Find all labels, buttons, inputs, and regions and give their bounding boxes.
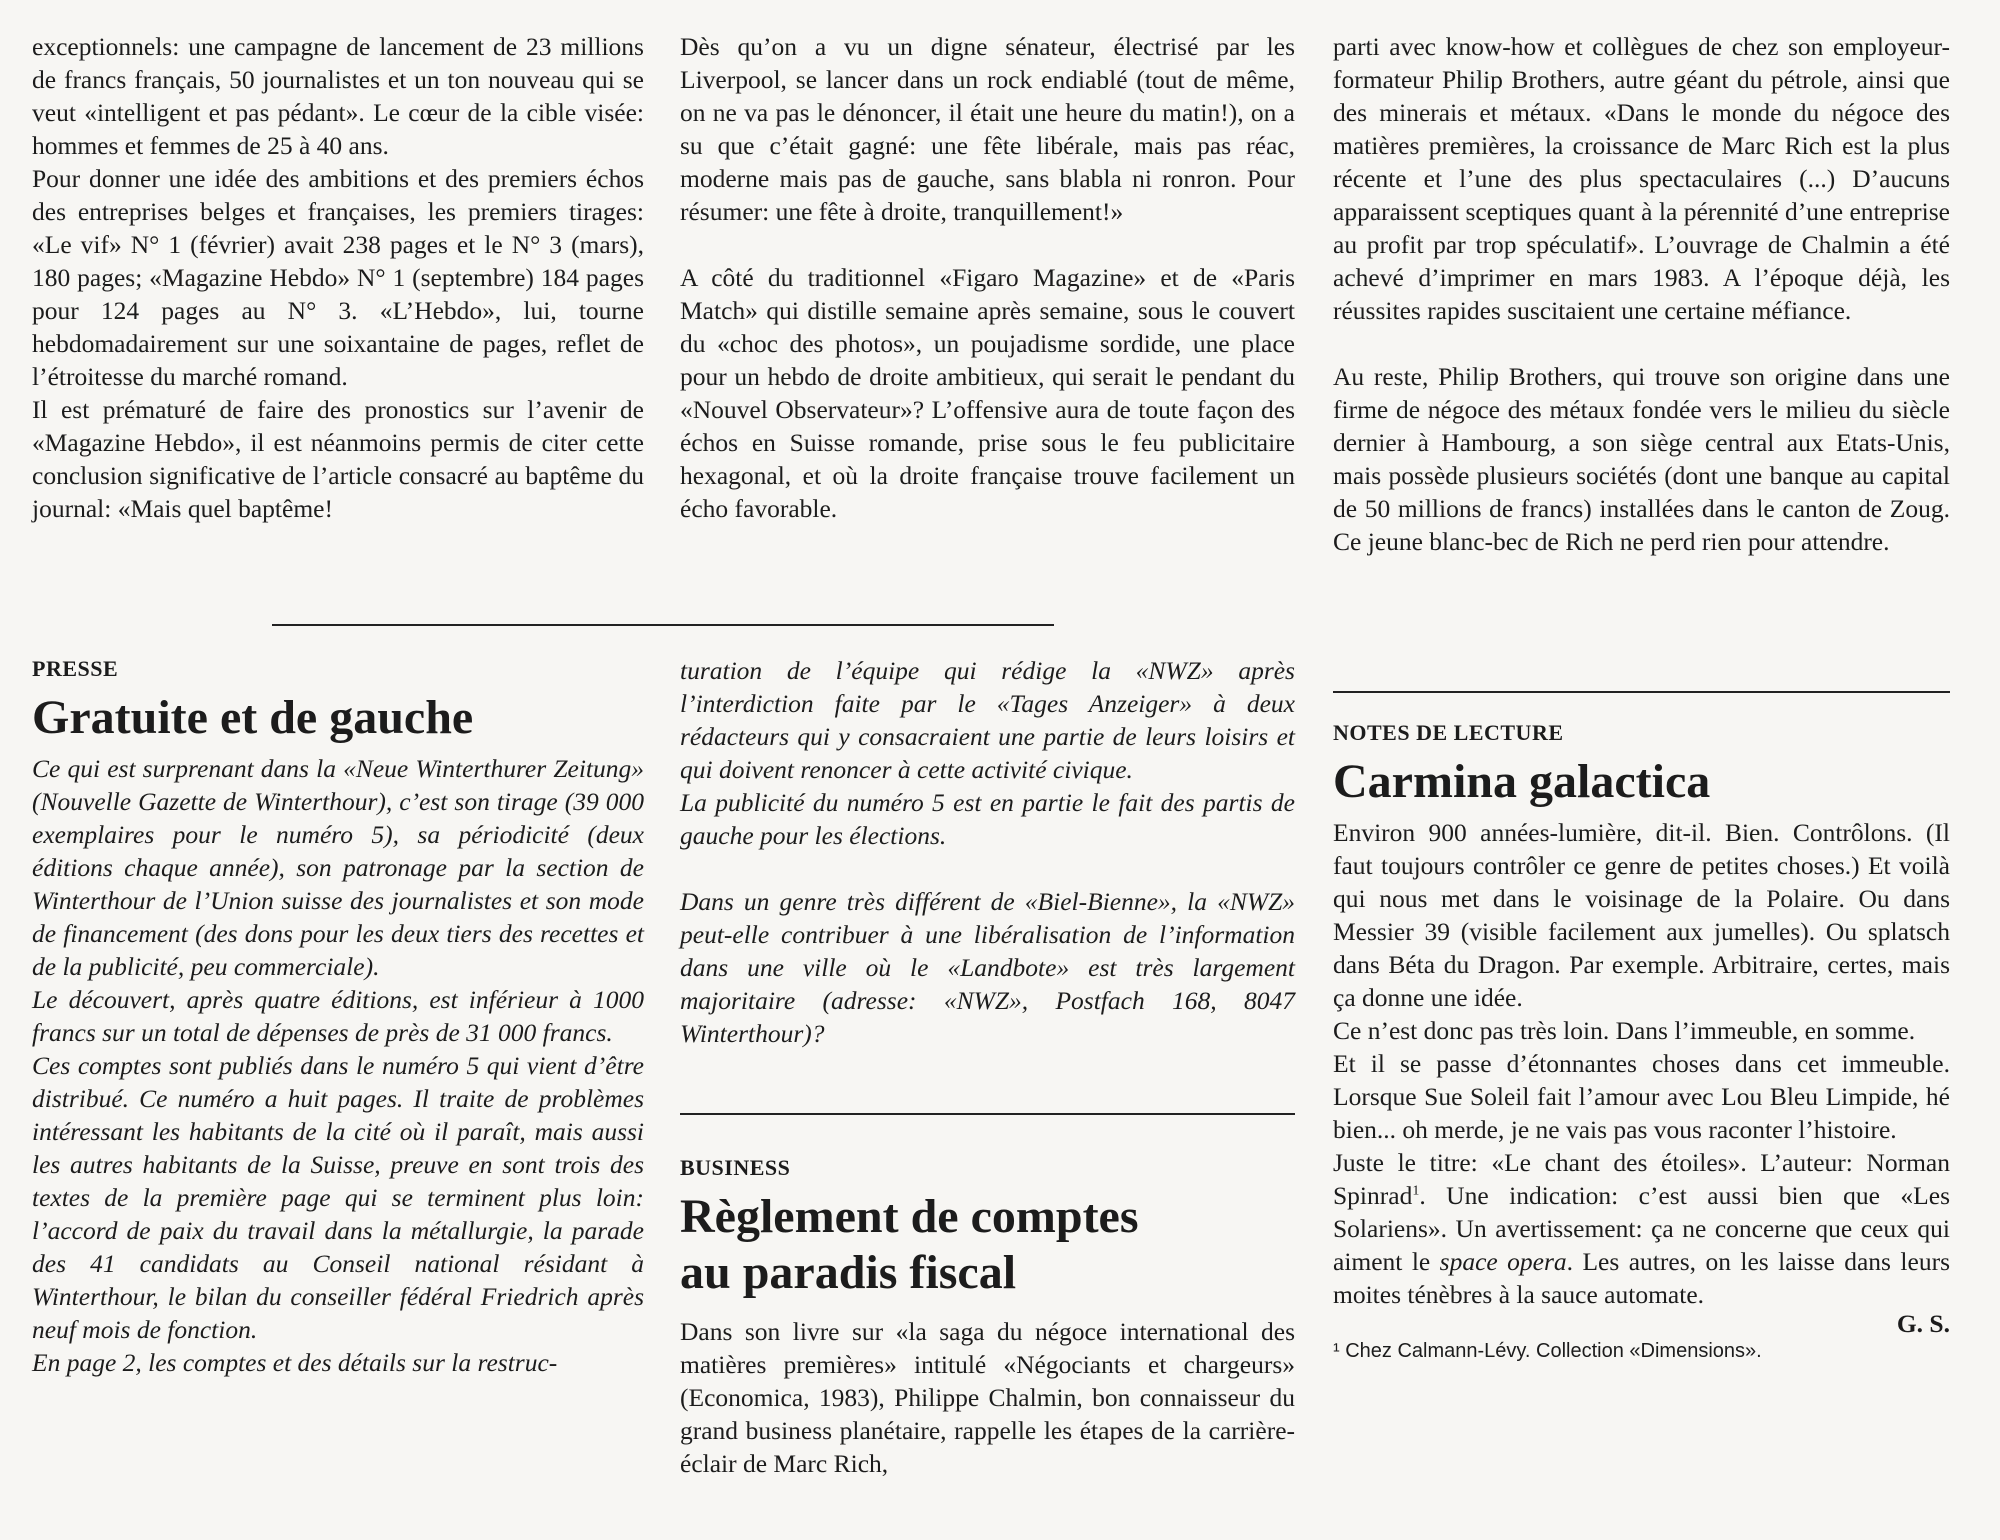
- paragraph: Dès qu’on a vu un digne sénateur, électrisé par les Liverpool, se lancer dans un rock endiablé (tout de même, on ne va pas le dénoncer, il était une heure du matin!), on a su que c’était gagné: une fête libérale, mais pas réac, moderne mais pas de gauche, sans blabla ni ronron. Pour résumer: une fête à droite, tranquillement!»: [680, 32, 1295, 226]
- section-kicker: PRESSE: [32, 656, 119, 681]
- paragraph: Le découvert, après quatre éditions, est inférieur à 1000 francs sur un total de dépenses de près de 31 000 francs.: [32, 985, 644, 1047]
- paragraph: [1333, 1146, 1950, 1311]
- paragraph: A côté du traditionnel «Figaro Magazine» et de «Paris Match» qui distille semaine après semaine, sous le couvert du «choc des photos», un poujadisme sordide, une place pour un hebdo de droite ambitieux, qui serait le pendant du «Nouvel Observateur»? L’offensive aura de toute façon des échos en Suisse romande, prise sous le feu publicitaire hexagonal, et où la droite française trouve facilement un écho favorable.: [680, 263, 1295, 523]
- article-headline: Gratuite et de gauche: [32, 691, 474, 744]
- paragraph: Pour donner une idée des ambitions et des premiers échos des entreprises belges et françaises, les premiers tirages: «Le vif» N° 1 (février) avait 238 pages et le N° 3 (mars), 180 pages; «Magazine Hebdo» N° 1 (septembre) 184 pages pour 124 pages au N° 3. «L’Hebdo», lui, tourne hebdomadairement sur une soixantaine de pages, reflet de l’étroitesse du marché romand.: [32, 164, 644, 391]
- divider-rule: [1333, 691, 1950, 693]
- headline-line: Règlement de comptes: [680, 1190, 1139, 1243]
- column-3-top: [1333, 30, 1950, 558]
- paragraph: En page 2, les comptes et des détails sur la restruc-: [32, 1348, 558, 1377]
- paragraph: Ce n’est donc pas très loin. Dans l’immeuble, en somme.: [1333, 1016, 1916, 1045]
- text-run-italic: space opera: [1439, 1247, 1567, 1276]
- divider-rule: [680, 1113, 1295, 1115]
- paragraph: Environ 900 années-lumière, dit-il. Bien. Contrôlons. (Il faut toujours contrôler ce genre de petites choses.) Et voilà qui nous met dans le voisinage de la Polaire. Ou dans Messier 39 (visible facilement aux jumelles). Ou splatsch dans Béta du Dragon. Par exemple. Arbitraire, certes, mais ça donne une idée.: [1333, 818, 1950, 1012]
- paragraph: Ce qui est surprenant dans la «Neue Winterthurer Zeitung» (Nouvelle Gazette de Winterthour), c’est son tirage (39 000 exemplaires pour le numéro 5), sa périodicité (deux éditions chaque année), son patronage par la section de Winterthour de l’Union suisse des journalistes et son mode de financement (des dons pour les deux tiers des recettes et de la publicité, peu commerciale).: [32, 754, 644, 981]
- article-headline: Carmina galactica: [1333, 755, 1711, 808]
- article-notes-de-lecture: [1333, 720, 1950, 1365]
- text-run: Juste le titre: «Le chant des étoiles». L’auteur: Norman Spinrad: [1333, 1148, 1950, 1210]
- text-run: . Les autres, on les laisse dans leurs moites ténèbres à la sauce automate.: [1333, 1247, 1950, 1309]
- divider-rule: [272, 624, 1054, 626]
- paragraph: turation de l’équipe qui rédige la «NWZ» après l’interdiction faite par le «Tages Anzeiger» à deux rédacteurs qui y consacraient une partie de leurs loisirs et qui doivent renoncer à cette activité civique.: [680, 656, 1295, 784]
- headline-line: au paradis fiscal: [680, 1246, 1017, 1299]
- paragraph: Ces comptes sont publiés dans le numéro 5 qui vient d’être distribué. Ce numéro a huit pages. Il traite de problèmes intéressant les habitants de la cité où il paraît, mais aussi les autres habitants de la Suisse, preuve en sont trois des textes de la première page qui se terminent plus loin: l’accord de paix du travail dans la métallurgie, la parade des 41 candidats au Conseil national résidant à Winterthour, le bilan du conseiller fédéral Friedrich après neuf mois de fonction.: [32, 1051, 644, 1344]
- article-headline: [680, 1189, 1295, 1301]
- paragraph: parti avec know-how et collègues de chez son employeur-formateur Philip Brothers, autre géant du pétrole, ainsi que des minerais et métaux. «Dans le monde du négoce des matières premières, la croissance de Marc Rich est la plus récente et l’une des plus spectaculaires (...) D’aucuns apparaissent sceptiques quant à la pérennité d’une entreprise au profit par trop spéculatif». L’ouvrage de Chalmin a été achevé d’imprimer en mars 1983. A l’époque déjà, les réussites rapides suscitaient une certaine méfiance.: [1333, 32, 1950, 325]
- article-presse-continued: [680, 654, 1295, 1050]
- article-business: [680, 1155, 1295, 1480]
- column-1-top: [32, 30, 644, 525]
- paragraph: Et il se passe d’étonnantes choses dans cet immeuble. Lorsque Sue Soleil fait l’amour avec Lou Bleu Limpide, hé bien... oh merde, je ne vais pas vous raconter l’histoire.: [1333, 1049, 1950, 1144]
- paragraph: La publicité du numéro 5 est en partie le fait des partis de gauche pour les élections.: [680, 788, 1295, 850]
- paragraph: Au reste, Philip Brothers, qui trouve son origine dans une firme de négoce des métaux fondée vers le milieu du siècle dernier à Hambourg, a son siège central aux Etats-Unis, mais possède plusieurs sociétés (dont une banque au capital de 50 millions de francs) installées dans le canton de Zoug. Ce jeune blanc-bec de Rich ne perd rien pour attendre.: [1333, 362, 1950, 556]
- paragraph: Dans son livre sur «la saga du négoce international des matières premières» intitulé «Négociants et chargeurs» (Economica, 1983), Philippe Chalmin, bon connaisseur du grand business planétaire, rappelle les étapes de la carrière-éclair de Marc Rich,: [680, 1317, 1295, 1478]
- author-signature: G. S.: [1896, 1309, 1950, 1338]
- paragraph: Dans un genre très différent de «Biel-Bienne», la «NWZ» peut-elle contribuer à une libéralisation de l’information dans une ville où le «Landbote» est très largement majoritaire (adresse: «NWZ», Postfach 168, 8047 Winterthour)?: [680, 887, 1295, 1048]
- text-run: . Une indication: c’est aussi bien que «Les Solariens». Un avertissement: ça ne concerne que ceux qui aiment le: [1333, 1181, 1950, 1276]
- paragraph: Il est prématuré de faire des pronostics sur l’avenir de «Magazine Hebdo», il est néanmoins permis de citer cette conclusion significative de l’article consacré au baptême du journal: «Mais quel baptême!: [32, 395, 644, 523]
- section-kicker: NOTES DE LECTURE: [1333, 720, 1564, 745]
- footnote: ¹ Chez Calmann-Lévy. Collection «Dimensions».: [1333, 1340, 1762, 1362]
- section-kicker: BUSINESS: [680, 1155, 791, 1180]
- paragraph: exceptionnels: une campagne de lancement de 23 millions de francs français, 50 journalistes et un ton nouveau qui se veut «intelligent et pas pédant». Le cœur de la cible visée: hommes et femmes de 25 à 40 ans.: [32, 32, 644, 160]
- article-presse: [32, 656, 644, 1379]
- footnote-marker: 1: [1412, 1183, 1420, 1199]
- column-2-top: [680, 30, 1295, 525]
